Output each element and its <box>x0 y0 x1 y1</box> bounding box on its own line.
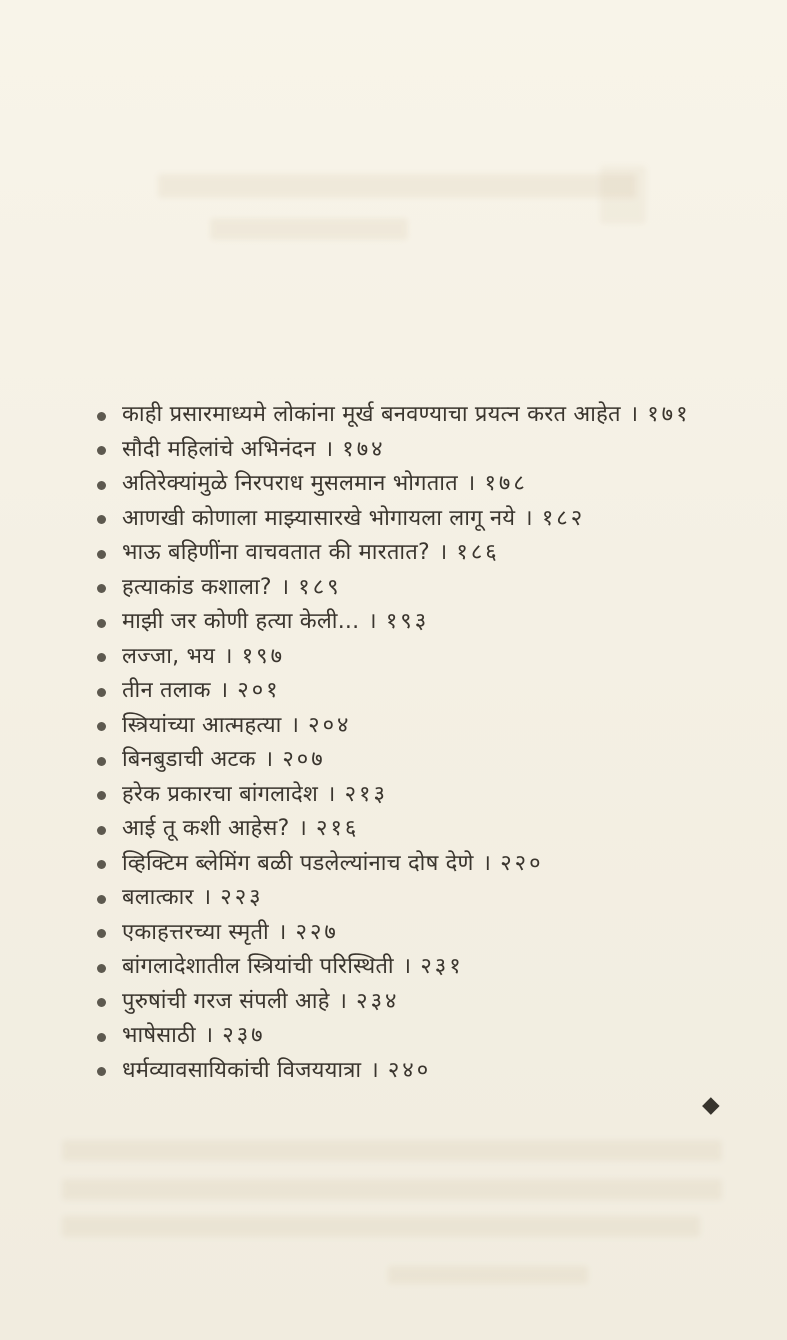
toc-entry-page: २२७ <box>295 919 339 945</box>
toc-entry-title: धर्मव्यावसायिकांची विजययात्रा <box>122 1057 362 1083</box>
danda-separator: । <box>482 850 492 876</box>
toc-entry-title: बलात्कार <box>122 885 194 910</box>
bleedthrough-line <box>62 1216 700 1237</box>
toc-entry-page: २१६ <box>316 816 360 841</box>
bullet-icon <box>97 791 106 800</box>
bullet-icon <box>97 412 106 421</box>
toc-entry <box>97 709 691 744</box>
toc-list <box>97 398 691 1088</box>
danda-separator: । <box>402 954 412 979</box>
danda-separator: । <box>298 816 308 841</box>
bleedthrough-line <box>158 174 636 198</box>
bullet-icon <box>97 688 106 697</box>
toc-entry <box>97 778 691 813</box>
danda-separator: । <box>438 540 448 565</box>
danda-separator: । <box>370 1057 379 1083</box>
toc-entry <box>97 916 691 951</box>
toc-entry-page: १९३ <box>385 609 430 634</box>
toc-entry-title: हरेक प्रकारचा बांगलादेश <box>122 781 319 807</box>
bullet-icon <box>97 895 106 904</box>
danda-separator: । <box>524 505 533 531</box>
bullet-icon <box>97 653 106 662</box>
toc-entry <box>97 1054 691 1089</box>
toc-entry-title: व्हिक्टिम ब्लेमिंग बळी पडलेल्यांनाच दोष देणे <box>122 850 474 876</box>
bullet-icon <box>97 964 106 973</box>
bullet-icon <box>97 722 106 731</box>
toc-entry-title: काही प्रसारमाध्यमे लोकांना मूर्ख बनवण्याचा प्रयत्न करत आहेत <box>122 402 621 427</box>
bullet-icon <box>97 1033 106 1042</box>
danda-separator: । <box>629 402 639 427</box>
danda-separator: । <box>290 712 300 738</box>
danda-separator: । <box>327 781 336 807</box>
toc-entry <box>97 743 691 778</box>
danda-separator: । <box>277 919 287 945</box>
toc-entry-title: हत्याकांड कशाला? <box>122 574 272 600</box>
danda-separator: । <box>466 471 476 496</box>
toc-entry-title: एकाहत्तरच्या स्मृती <box>122 919 269 945</box>
toc-entry-title: भाषेसाठी <box>122 1023 196 1048</box>
toc-entry-page: १७४ <box>342 436 386 462</box>
toc-entry-page: २०७ <box>282 747 326 772</box>
toc-entry <box>97 847 691 882</box>
toc-entry-title: माझी जर कोणी हत्या केली... <box>122 609 360 634</box>
diamond-end-icon: ◆ <box>702 1092 720 1118</box>
toc-entry-title: भाऊ बहिणींना वाचवतात की मारतात? <box>122 540 430 565</box>
toc-entry <box>97 674 691 709</box>
bullet-icon <box>97 550 106 559</box>
toc-entry <box>97 985 691 1020</box>
toc-entry-page: २४० <box>387 1057 432 1083</box>
bullet-icon <box>97 1067 106 1076</box>
bullet-icon <box>97 481 106 490</box>
toc-entry <box>97 812 691 847</box>
toc-entry-page: २१३ <box>344 781 388 807</box>
bullet-icon <box>97 446 106 455</box>
toc-entry-page: २३४ <box>356 988 400 1014</box>
toc-entry <box>97 640 691 675</box>
danda-separator: । <box>224 643 233 669</box>
toc-entry <box>97 605 691 640</box>
toc-entry <box>97 433 691 468</box>
toc-entry <box>97 950 691 985</box>
bleedthrough-line <box>600 166 646 224</box>
danda-separator: । <box>204 1023 214 1048</box>
toc-entry-title: अतिरेक्यांमुळे निरपराध मुसलमान भोगतात <box>122 471 458 496</box>
toc-entry-page: २२३ <box>220 885 264 910</box>
bullet-icon <box>97 515 106 524</box>
toc-entry-page: १८२ <box>541 505 586 531</box>
toc-entry-title: तीन तलाक <box>122 678 211 703</box>
toc-entry-title: आणखी कोणाला माझ्यासारखे भोगायला लागू नये <box>122 505 516 531</box>
toc-entry-page: १९७ <box>241 643 286 669</box>
bullet-icon <box>97 998 106 1007</box>
danda-separator: । <box>338 988 348 1014</box>
bullet-icon <box>97 619 106 628</box>
toc-entry-title: सौदी महिलांचे अभिनंदन <box>122 436 316 462</box>
toc-entry-page: १७८ <box>484 471 528 496</box>
bleedthrough-line <box>62 1179 722 1200</box>
toc-entry <box>97 398 691 433</box>
danda-separator: । <box>280 574 290 600</box>
toc-entry-page: २३७ <box>222 1023 266 1048</box>
toc-entry <box>97 467 691 502</box>
toc-entry <box>97 881 691 916</box>
toc-entry-title: पुरुषांची गरज संपली आहे <box>122 988 330 1014</box>
bullet-icon <box>97 860 106 869</box>
bleedthrough-line <box>388 1266 588 1284</box>
toc-entry-title: बिनबुडाची अटक <box>122 747 256 772</box>
bleedthrough-line <box>62 1140 722 1161</box>
toc-entry-page: १८६ <box>456 540 500 565</box>
toc-entry <box>97 536 691 571</box>
toc-entry-title: स्त्रियांच्या आत्महत्या <box>122 712 282 738</box>
toc-entry <box>97 1019 691 1054</box>
toc-entry-page: २२० <box>500 850 544 876</box>
toc-entry-page: १७१ <box>647 402 691 427</box>
bullet-icon <box>97 757 106 766</box>
bullet-icon <box>97 826 106 835</box>
toc-entry-page: २०४ <box>308 712 352 738</box>
toc-entry-title: बांगलादेशातील स्त्रियांची परिस्थिती <box>122 954 394 979</box>
bleedthrough-line <box>210 218 408 240</box>
bullet-icon <box>97 584 106 593</box>
danda-separator: । <box>368 609 377 634</box>
toc-entry-page: २३१ <box>420 954 464 979</box>
danda-separator: । <box>264 747 274 772</box>
toc-entry-page: २०१ <box>237 678 281 703</box>
toc-entry-page: १८९ <box>298 574 342 600</box>
bullet-icon <box>97 929 106 938</box>
danda-separator: । <box>324 436 334 462</box>
danda-separator: । <box>202 885 212 910</box>
danda-separator: । <box>219 678 229 703</box>
toc-entry-title: आई तू कशी आहेस? <box>122 816 290 841</box>
toc-entry-title: लज्जा, भय <box>122 643 216 669</box>
toc-entry <box>97 571 691 606</box>
toc-entry <box>97 502 691 537</box>
